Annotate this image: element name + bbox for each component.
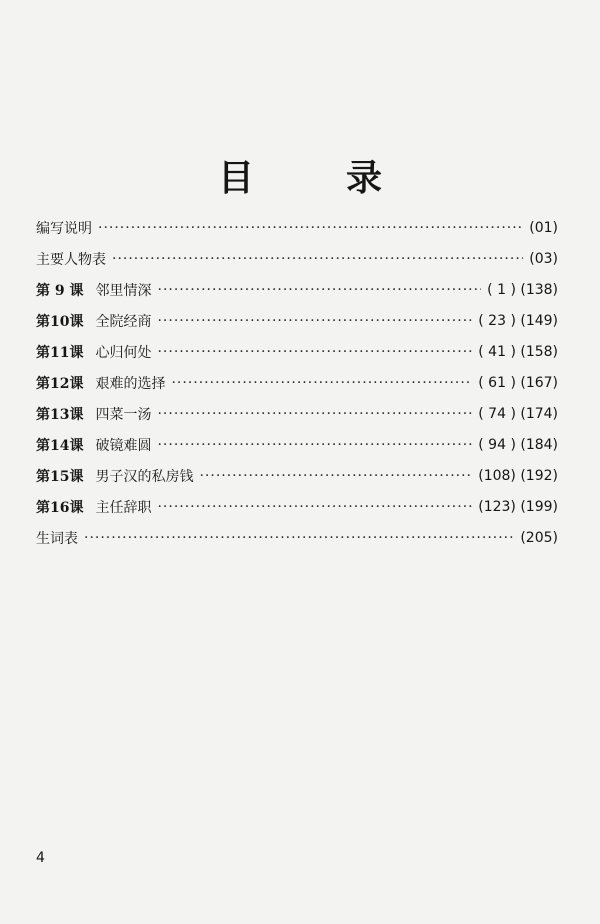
toc-entry-title: 心归何处 [95, 345, 152, 361]
toc-page-reference: ( 94 ) (184) [478, 437, 558, 453]
toc-leader-dots [157, 406, 472, 422]
toc-entry [36, 402, 558, 426]
toc-entry-title: 生词表 [36, 531, 78, 547]
toc-page-reference: ( 61 ) (167) [478, 375, 558, 391]
toc-lesson-number: 第11课 [36, 345, 84, 361]
toc-entry [36, 371, 558, 395]
toc-lesson-number: 第12课 [36, 376, 84, 392]
toc-leader-dots [112, 251, 523, 267]
toc-entry [36, 216, 558, 240]
toc-page-reference: (03) [529, 251, 558, 267]
toc-entry [36, 278, 558, 302]
toc-entry [36, 526, 558, 550]
toc-entry [36, 309, 558, 333]
toc-entry-title: 破镜难圆 [95, 438, 152, 454]
toc-page-reference: ( 41 ) (158) [478, 344, 558, 360]
toc-entry [36, 247, 558, 271]
toc-entry-title: 主要人物表 [36, 252, 106, 268]
toc-leader-dots [98, 220, 523, 236]
toc-leader-dots [157, 499, 472, 515]
toc-entry-title: 四菜一汤 [95, 407, 152, 423]
toc-lesson-number: 第13课 [36, 407, 84, 423]
toc-lesson-number: 第16课 [36, 500, 84, 516]
toc-page-reference: (123) (199) [478, 499, 558, 515]
toc-lesson-number: 第15课 [36, 469, 84, 485]
toc-page-reference: (108) (192) [478, 468, 558, 484]
toc-lesson-number: 第 9 课 [36, 283, 84, 299]
toc-lesson-number: 第10课 [36, 314, 84, 330]
toc-page-reference: ( 74 ) (174) [478, 406, 558, 422]
toc-page-reference: (205) [520, 530, 558, 546]
toc-entry [36, 495, 558, 519]
toc-entry-title: 邻里情深 [95, 283, 152, 299]
page-title: 目 录 [217, 157, 410, 199]
toc-page-reference: ( 1 ) (138) [487, 282, 558, 298]
toc-leader-dots [84, 530, 514, 546]
toc-entry-title: 编写说明 [36, 221, 92, 237]
toc-page-reference: ( 23 ) (149) [478, 313, 558, 329]
toc-entry [36, 433, 558, 457]
toc-entry [36, 464, 558, 488]
toc-leader-dots [158, 282, 482, 298]
toc-page-reference: (01) [529, 220, 558, 236]
toc-leader-dots [157, 313, 472, 329]
toc-leader-dots [157, 344, 472, 360]
toc-leader-dots [157, 437, 472, 453]
toc-entry-title: 主任辞职 [95, 500, 152, 516]
toc-leader-dots [199, 468, 472, 484]
toc-entry-title: 全院经商 [95, 314, 152, 330]
toc-leader-dots [171, 375, 472, 391]
toc-entry-title: 男子汉的私房钱 [95, 469, 194, 485]
toc-entry [36, 340, 558, 364]
toc-lesson-number: 第14课 [36, 438, 84, 454]
page-number: 4 [36, 850, 45, 866]
toc-entry-title: 艰难的选择 [95, 376, 166, 392]
